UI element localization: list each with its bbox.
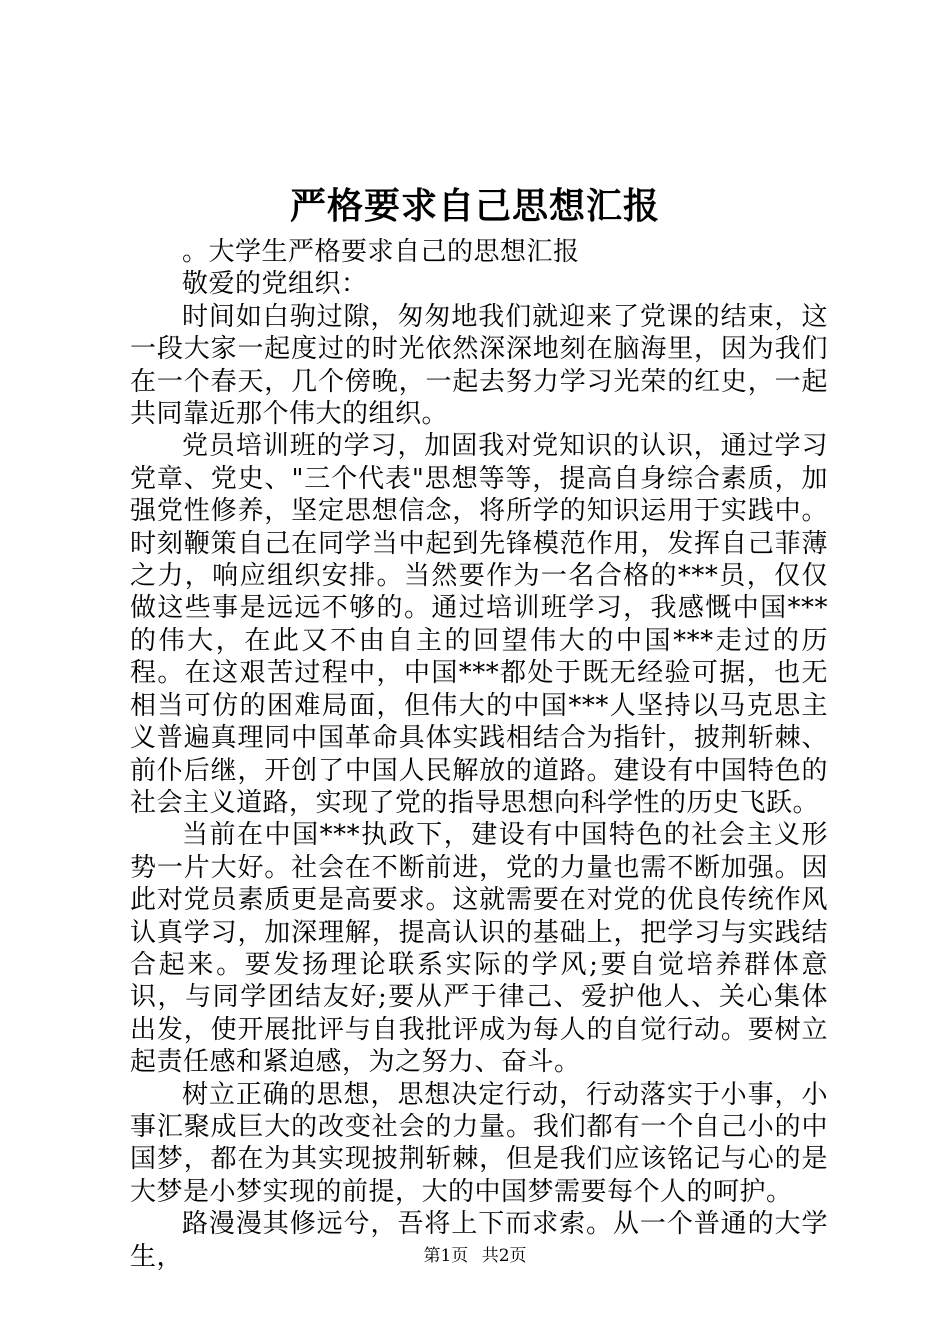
page-total: 共2页: [481, 1246, 527, 1266]
body-paragraph: 时间如白驹过隙，匆匆地我们就迎来了党课的结束，这一段大家一起度过的时光依然深深地刻在脑海里，因为我们在一个春天，几个傍晚，一起去努力学习光荣的红史，一起共同靠近那个伟大的组织。: [130, 301, 828, 430]
page-footer: [0, 1244, 950, 1268]
body-paragraph: 当前在中国***执政下，建设有中国特色的社会主义形势一片大好。社会在不断前进，党的力量也需不断加强。因此对党员素质更是高要求。这就需要在对党的优良传统作风认真学习，加深理解，提高认识的基础上，把学习与实践结合起来。要发扬理论联系实际的学风;要自觉培养群体意识，与同学团结友好;要从严于律己、爱护他人、关心集体出发，使开展批评与自我批评成为每人的自觉行动。要树立起责任感和紧迫感，为之努力、奋斗。: [130, 820, 828, 1078]
salutation-paragraph: 敬爱的党组织：: [182, 269, 368, 300]
document-title: 严格要求自己思想汇报: [289, 185, 660, 227]
body-paragraph: 树立正确的思想，思想决定行动，行动落实于小事，小事汇聚成巨大的改变社会的力量。我们都有一个自己小的中国梦，都在为其实现披荆斩棘，但是我们应该铭记与心的是大梦是小梦实现的前提，大的中国梦需要每个人的呵护。: [130, 1079, 828, 1207]
subtitle-paragraph: 。大学生严格要求自己的思想汇报: [182, 237, 580, 267]
body-paragraph: 党员培训班的学习，加固我对党知识的认识，通过学习党章、党史、"三个代表"思想等等，提高自身综合素质，加强党性修养，坚定思想信念，将所学的知识运用于实践中。时刻鞭策自己在同学当中起到先锋模范作用，发挥自己菲薄之力，响应组织安排。当然要作为一名合格的***员，仅仅做这些事是远远不够的。通过培训班学习，我感慨中国***的伟大，在此又不由自主的回望伟大的中国***走过的历程。在这艰苦过程中，中国***都处于既无经验可据，也无相当可仿的困难局面，但伟大的中国***人坚持以马克思主义普遍真理同中国革命具体实践相结合为指针，披荆斩棘、前仆后继，开创了中国人民解放的道路。建设有中国特色的社会主义道路，实现了党的指导思想向科学性的历史飞跃。: [130, 431, 828, 818]
body-paragraph: 路漫漫其修远兮，吾将上下而求索。从一个普通的大学生，: [130, 1209, 828, 1272]
page-number: 第1页: [423, 1246, 469, 1266]
document-body: [130, 236, 828, 1273]
